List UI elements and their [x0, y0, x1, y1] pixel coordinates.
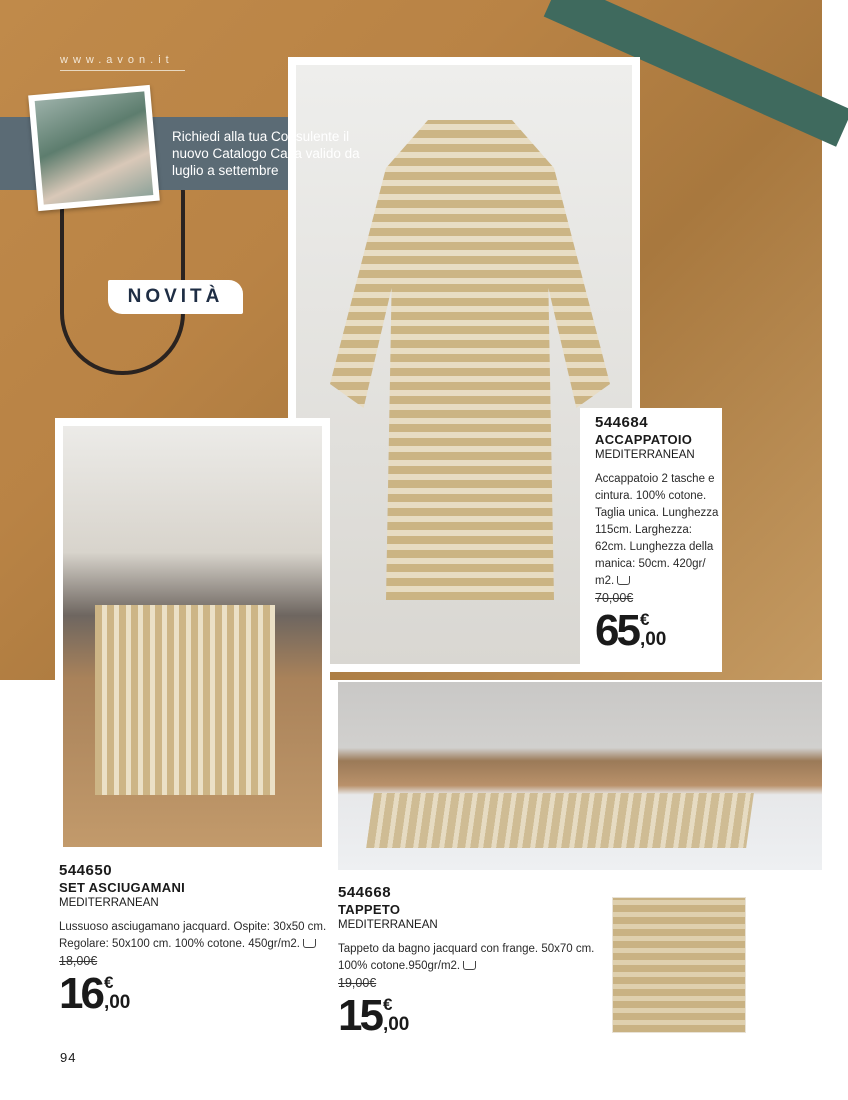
price-integer: 16 [59, 969, 102, 1018]
product-towel-set [59, 862, 331, 1017]
product-description: Tappeto da bagno jacquard con frange. 50x70 cm. 100% cotone.950gr/m2. [338, 943, 595, 972]
product-name: TAPPETO [338, 902, 401, 917]
new-badge: NOVITÀ [108, 280, 243, 314]
page-number: 94 [60, 1050, 77, 1065]
product-line: MEDITERRANEAN [338, 919, 438, 931]
old-price: 18,00€ [59, 954, 98, 968]
product-bathrobe [595, 414, 722, 654]
bath-mat-image [366, 793, 754, 848]
catalog-thumbnail [28, 85, 160, 211]
wash-icon [463, 961, 476, 970]
price-cents: ,00 [103, 992, 131, 1013]
divider [60, 70, 185, 71]
towel-image [95, 605, 275, 795]
price-cents: ,00 [639, 629, 667, 650]
product-description: Accappatoio 2 tasche e cintura. 100% cotone. Taglia unica. Lunghezza 115cm. Larghezza: 62cm. Lunghezza della manica: 50cm. 420gr/ m2. [595, 473, 719, 587]
price [59, 971, 331, 1017]
price [595, 608, 722, 654]
price [338, 993, 606, 1039]
site-url[interactable]: www.avon.it [60, 54, 174, 66]
price-integer: 15 [338, 991, 381, 1040]
product-code: 544668 [338, 884, 392, 901]
product-line: MEDITERRANEAN [59, 897, 159, 909]
old-price: 70,00€ [595, 591, 634, 605]
currency: € [103, 973, 114, 992]
product-code: 544684 [595, 414, 649, 431]
currency: € [382, 995, 393, 1014]
product-bath-mat [338, 884, 606, 1039]
banner-text: Richiedi alla tua Consulente il nuovo Catalogo Casa valido da luglio a settembre [172, 129, 360, 178]
price-cents: ,00 [382, 1014, 410, 1035]
product-name: SET ASCIUGAMANI [59, 880, 186, 895]
bath-mat-detail-photo [612, 897, 746, 1033]
product-name: ACCAPPATOIO [595, 432, 693, 447]
product-line: MEDITERRANEAN [595, 449, 695, 461]
old-price: 19,00€ [338, 976, 377, 990]
product-description: Lussuoso asciugamano jacquard. Ospite: 30x50 cm. Regolare: 50x100 cm. 100% cotone. 450gr/m2. [59, 921, 327, 950]
currency: € [639, 610, 650, 629]
product-code: 544650 [59, 862, 113, 879]
wash-icon [617, 576, 630, 585]
wash-icon [303, 939, 316, 948]
price-integer: 65 [595, 606, 638, 655]
